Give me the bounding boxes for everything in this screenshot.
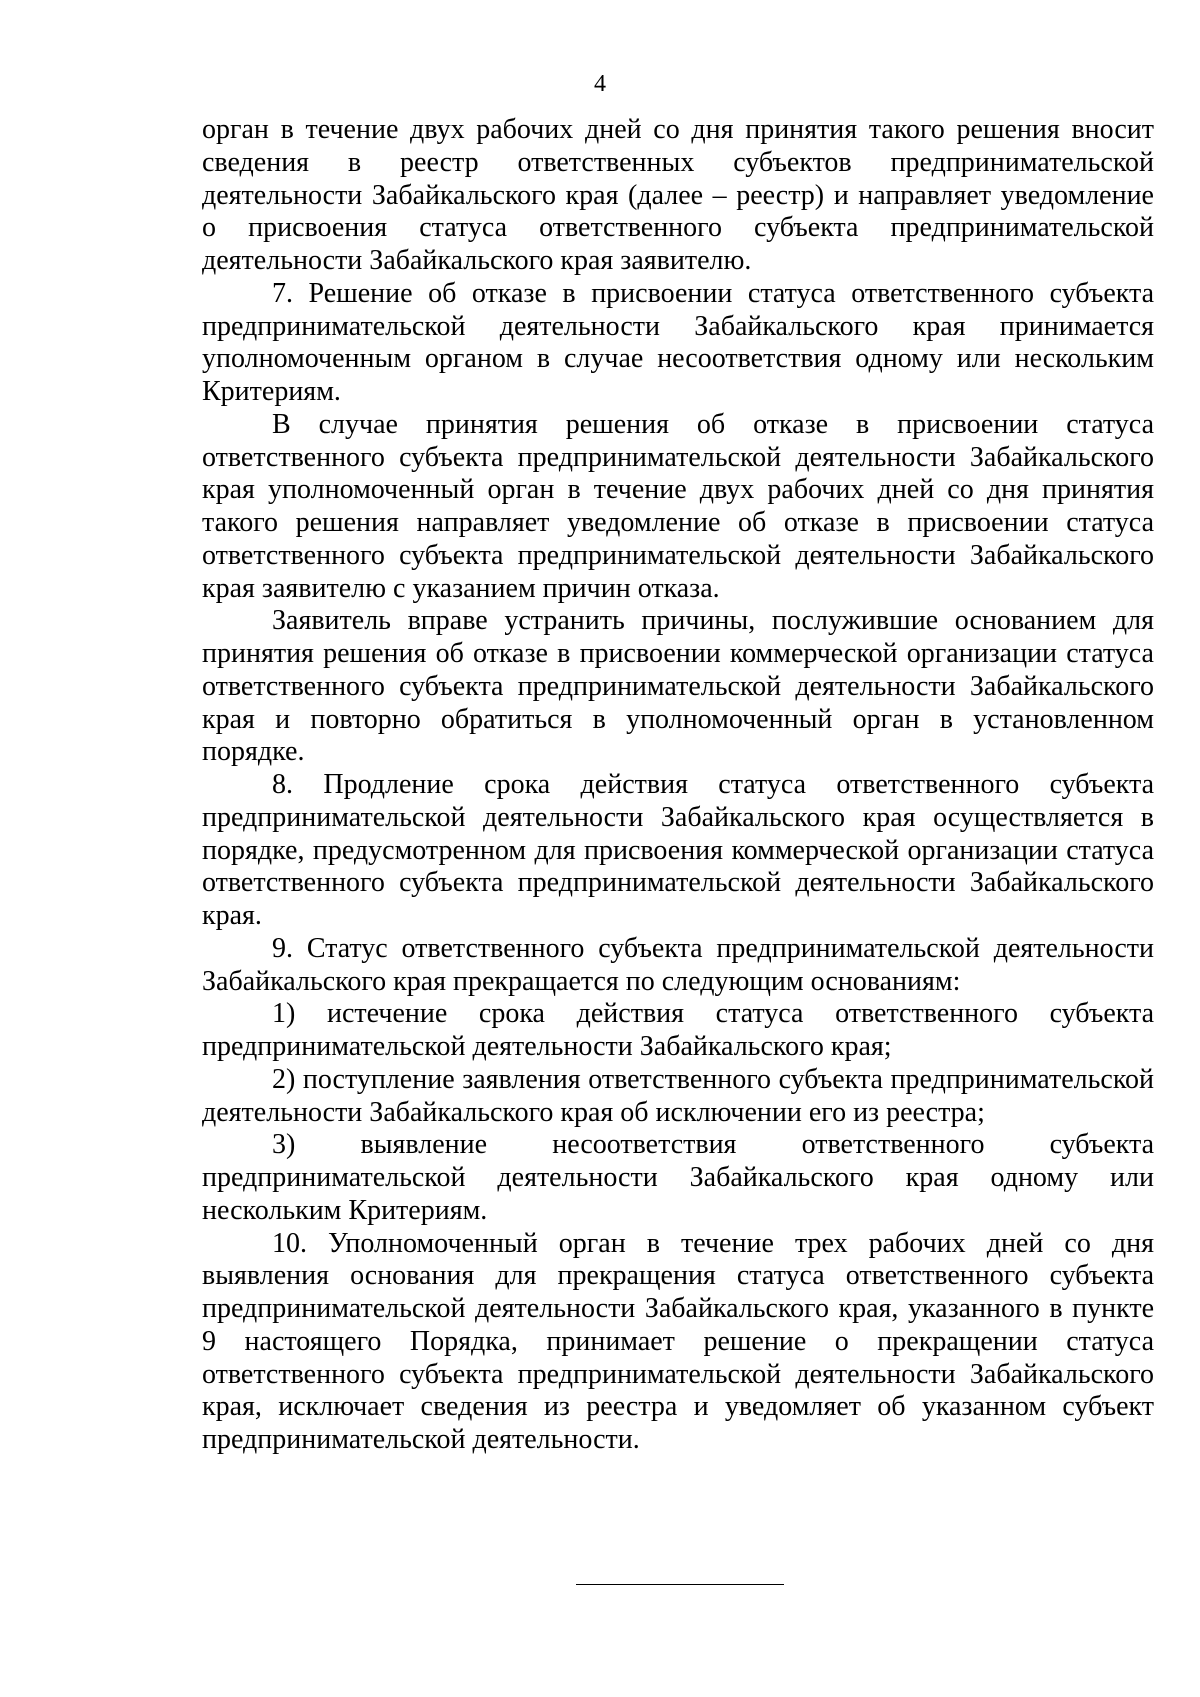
paragraph-item-10: 10. Уполномоченный орган в течение трех рабочих дней со дня выявления основания для прекращения статуса ответственного субъекта предпринимательской деятельности Забайкальского края, указанного в пункте 9 настоящего Порядка, принимает решение о прекращении статуса ответственного субъекта предпринимательской деятельности Забайкальского края, исключает сведения из реестра и уведомляет об указанном субъект предпринимательской деятельности. [202,1227,1154,1455]
document-body [202,114,1154,1457]
list-item-3: 3) выявление несоответствия ответственного субъекта предпринимательской деятельности Забайкальского края одному или нескольким Критериям. [202,1129,1154,1226]
paragraph-continuation: орган в течение двух рабочих дней со дня принятия такого решения вносит сведения в реестр ответственных субъектов предпринимательской деятельности Забайкальского края (далее – реестр) и направляет уведомление о присвоения статуса ответственного субъекта предпринимательской деятельности Забайкальского края заявителю. [202,114,1154,276]
list-item-1: 1) истечение срока действия статуса ответственного субъекта предпринимательской деятельности Забайкальского края; [202,998,1154,1062]
paragraph-item-9: 9. Статус ответственного субъекта предпринимательской деятельности Забайкальского края прекращается по следующим основаниям: [202,932,1154,997]
paragraph-refusal-notice: В случае принятия решения об отказе в присвоении статуса ответственного субъекта предпринимательской деятельности Забайкальского края уполномоченный орган в течение двух рабочих дней со дня принятия такого решения направляет уведомление об отказе в присвоении статуса ответственного субъекта предпринимательской деятельности Забайкальского края заявителю с указанием причин отказа. [202,408,1154,604]
end-of-document-rule [576,1584,784,1585]
list-item-2: 2) поступление заявления ответственного субъекта предпринимательской деятельности Забайкальского края об исключении его из реестра; [202,1063,1154,1128]
paragraph-item-8: 8. Продление срока действия статуса ответственного субъекта предпринимательской деятельности Забайкальского края осуществляется в порядке, предусмотренном для присвоения коммерческой организации статуса ответственного субъекта предпринимательской деятельности Забайкальского края. [202,769,1154,931]
page-number: 4 [594,71,606,97]
paragraph-item-7: 7. Решение об отказе в присвоении статуса ответственного субъекта предпринимательской деятельности Забайкальского края принимается уполномоченным органом в случае несоответствия одному или нескольким Критериям. [202,277,1154,407]
paragraph-reapply: Заявитель вправе устранить причины, послужившие основанием для принятия решения об отказе в присвоении коммерческой организации статуса ответственного субъекта предпринимательской деятельности Забайкальского края и повторно обратиться в уполномоченный орган в установленном порядке. [202,605,1154,768]
